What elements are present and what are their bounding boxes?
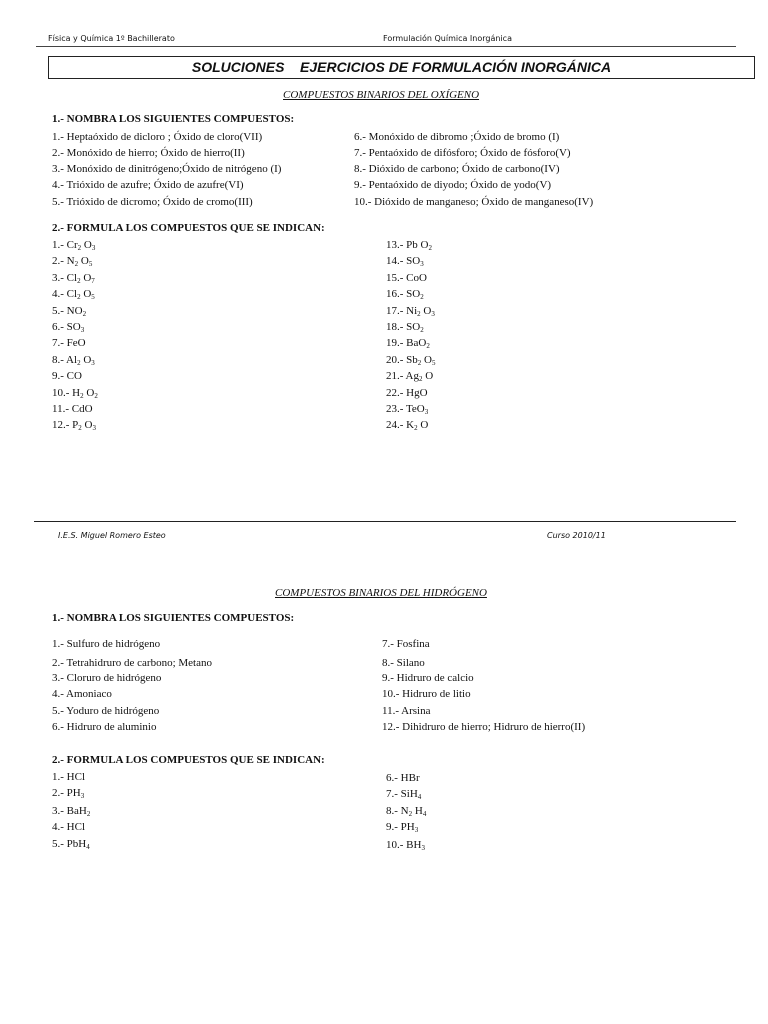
oxygen-formula-heading: 2.- FORMULA LOS COMPUESTOS QUE SE INDICAN: bbox=[52, 222, 325, 234]
list-item: 24.- $K_2$ O bbox=[386, 419, 429, 433]
list-item: 8.- Dióxido de carbono; Óxido de carbono(IV) bbox=[354, 163, 560, 175]
page-separator bbox=[34, 521, 736, 522]
list-item: 7.- SiH$_4$ bbox=[386, 788, 422, 801]
list-item: 4.- HCl bbox=[52, 821, 85, 833]
list-item: 10.- Hidruro de litio bbox=[382, 688, 471, 700]
list-item: 11.- CdO bbox=[52, 403, 93, 415]
list-item: 9.- Pentaóxido de diyodo; Óxido de yodo(V) bbox=[354, 179, 552, 191]
list-item: 6.- Monóxido de dibromo ;Óxido de bromo (I) bbox=[354, 131, 560, 143]
list-item: 12.- $P_2$ $O_3$ bbox=[52, 419, 96, 433]
list-item: 9.- CO bbox=[52, 370, 82, 383]
list-item: 10.- $H_2$ $O_2$ bbox=[52, 386, 98, 400]
list-item: 1.- Sulfuro de hidrógeno bbox=[52, 638, 161, 650]
oxygen-names-heading: 1.- NOMBRA LOS SIGUIENTES COMPUESTOS: bbox=[52, 113, 295, 125]
list-item: 4.- Amoniaco bbox=[52, 688, 112, 700]
list-item: 22.- HgO bbox=[386, 386, 428, 399]
list-item: 21.- $Ag_2$ O bbox=[386, 370, 434, 384]
list-item: 1.- $Cr_2$ $O_3$ bbox=[52, 239, 96, 252]
list-item: 5.- Yoduro de hidrógeno bbox=[52, 705, 160, 717]
list-item: 3.- Cloruro de hidrógeno bbox=[52, 672, 162, 684]
footer-course: Curso 2010/11 bbox=[547, 531, 606, 540]
list-item: 2.- Tetrahidruro de carbono; Metano bbox=[52, 657, 212, 669]
list-item: 2.- $N_2$ $O_5$ bbox=[52, 255, 93, 269]
list-item: 7.- Pentaóxido de difósforo; Óxido de fósforo(V) bbox=[354, 147, 571, 159]
list-item: 6.- HBr bbox=[386, 772, 420, 784]
list-item: 5.- $NO_2$ bbox=[52, 304, 87, 318]
list-item: 3.- Monóxido de dinitrógeno;Óxido de nitrógeno (I) bbox=[52, 163, 282, 175]
list-item: 8.- $Al_2$ $O_3$ bbox=[52, 353, 95, 367]
list-item: 7.- Fosfina bbox=[382, 638, 430, 650]
list-item: 7.- FeO bbox=[52, 337, 86, 350]
title-box bbox=[48, 56, 755, 79]
list-item: 23.- TeO$_3$ bbox=[386, 403, 429, 416]
list-item: 2.- Monóxido de hierro; Óxido de hierro(II) bbox=[52, 147, 245, 159]
list-item: 1.- Heptaóxido de dicloro ; Óxido de cloro(VII) bbox=[52, 131, 263, 143]
hydrogen-names-heading: 1.- NOMBRA LOS SIGUIENTES COMPUESTOS: bbox=[52, 612, 295, 624]
hydrogen-formula-heading: 2.- FORMULA LOS COMPUESTOS QUE SE INDICAN: bbox=[52, 754, 325, 766]
footer-school: I.E.S. Miguel Romero Esteo bbox=[58, 531, 166, 540]
list-item: 6.- $SO_3$ bbox=[52, 321, 85, 334]
list-item: 18.- $SO_2$ bbox=[386, 321, 424, 334]
list-item: 1.- HCl bbox=[52, 771, 85, 783]
list-item: 4.- Trióxido de azufre; Óxido de azufre(VI) bbox=[52, 179, 244, 191]
list-item: 15.- CoO bbox=[386, 271, 427, 284]
list-item: 5.- PbH$_4$ bbox=[52, 838, 90, 851]
list-item: 3.- BaH$_2$ bbox=[52, 805, 91, 818]
list-item: 20.- $Sb_2$ $O_5$ bbox=[386, 353, 436, 367]
list-item: 6.- Hidruro de aluminio bbox=[52, 721, 157, 733]
header-left: Física y Química 1º Bachillerato bbox=[48, 34, 175, 43]
list-item: 4.- $Cl_2$ $O_5$ bbox=[52, 288, 95, 302]
list-item: 12.- Dihidruro de hierro; Hidruro de hierro(II) bbox=[382, 721, 586, 733]
list-item: 8.- Silano bbox=[382, 657, 425, 669]
oxygen-subtitle: COMPUESTOS BINARIOS DEL OXÍGENO bbox=[283, 89, 480, 101]
list-item: 2.- $PH_3$ bbox=[52, 787, 85, 800]
list-item: 10.- $BH_3$ bbox=[386, 839, 425, 852]
list-item: 8.- $N_2$ $H_4$ bbox=[386, 805, 427, 818]
list-item: 14.- $SO_3$ bbox=[386, 255, 424, 269]
list-item: 9.- Hidruro de calcio bbox=[382, 672, 474, 684]
list-item: 5.- Trióxido de dicromo; Óxido de cromo(III) bbox=[52, 196, 253, 208]
list-item: 10.- Dióxido de manganeso; Óxido de manganeso(IV) bbox=[354, 196, 594, 208]
list-item: 19.- BaO$_2$ bbox=[386, 337, 430, 351]
list-item: 3.- $Cl_2$ $O_7$ bbox=[52, 271, 95, 285]
title-exercises: EJERCICIOS DE FORMULACIÓN INORGÁNICA bbox=[300, 59, 612, 75]
list-item: 17.- $Ni_2$ $O_3$ bbox=[386, 304, 435, 318]
list-item: 16.- $SO_2$ bbox=[386, 288, 424, 302]
list-item: 9.- $PH_3$ bbox=[386, 821, 419, 834]
hydrogen-subtitle: COMPUESTOS BINARIOS DEL HIDRÓGENO bbox=[275, 587, 487, 599]
title-solutions: SOLUCIONES bbox=[191, 59, 285, 75]
header-right: Formulación Química Inorgánica bbox=[383, 34, 512, 43]
header-divider bbox=[36, 46, 736, 47]
list-item: 11.- Arsina bbox=[382, 705, 431, 717]
list-item: 13.- Pb $O_2$ bbox=[386, 239, 432, 252]
